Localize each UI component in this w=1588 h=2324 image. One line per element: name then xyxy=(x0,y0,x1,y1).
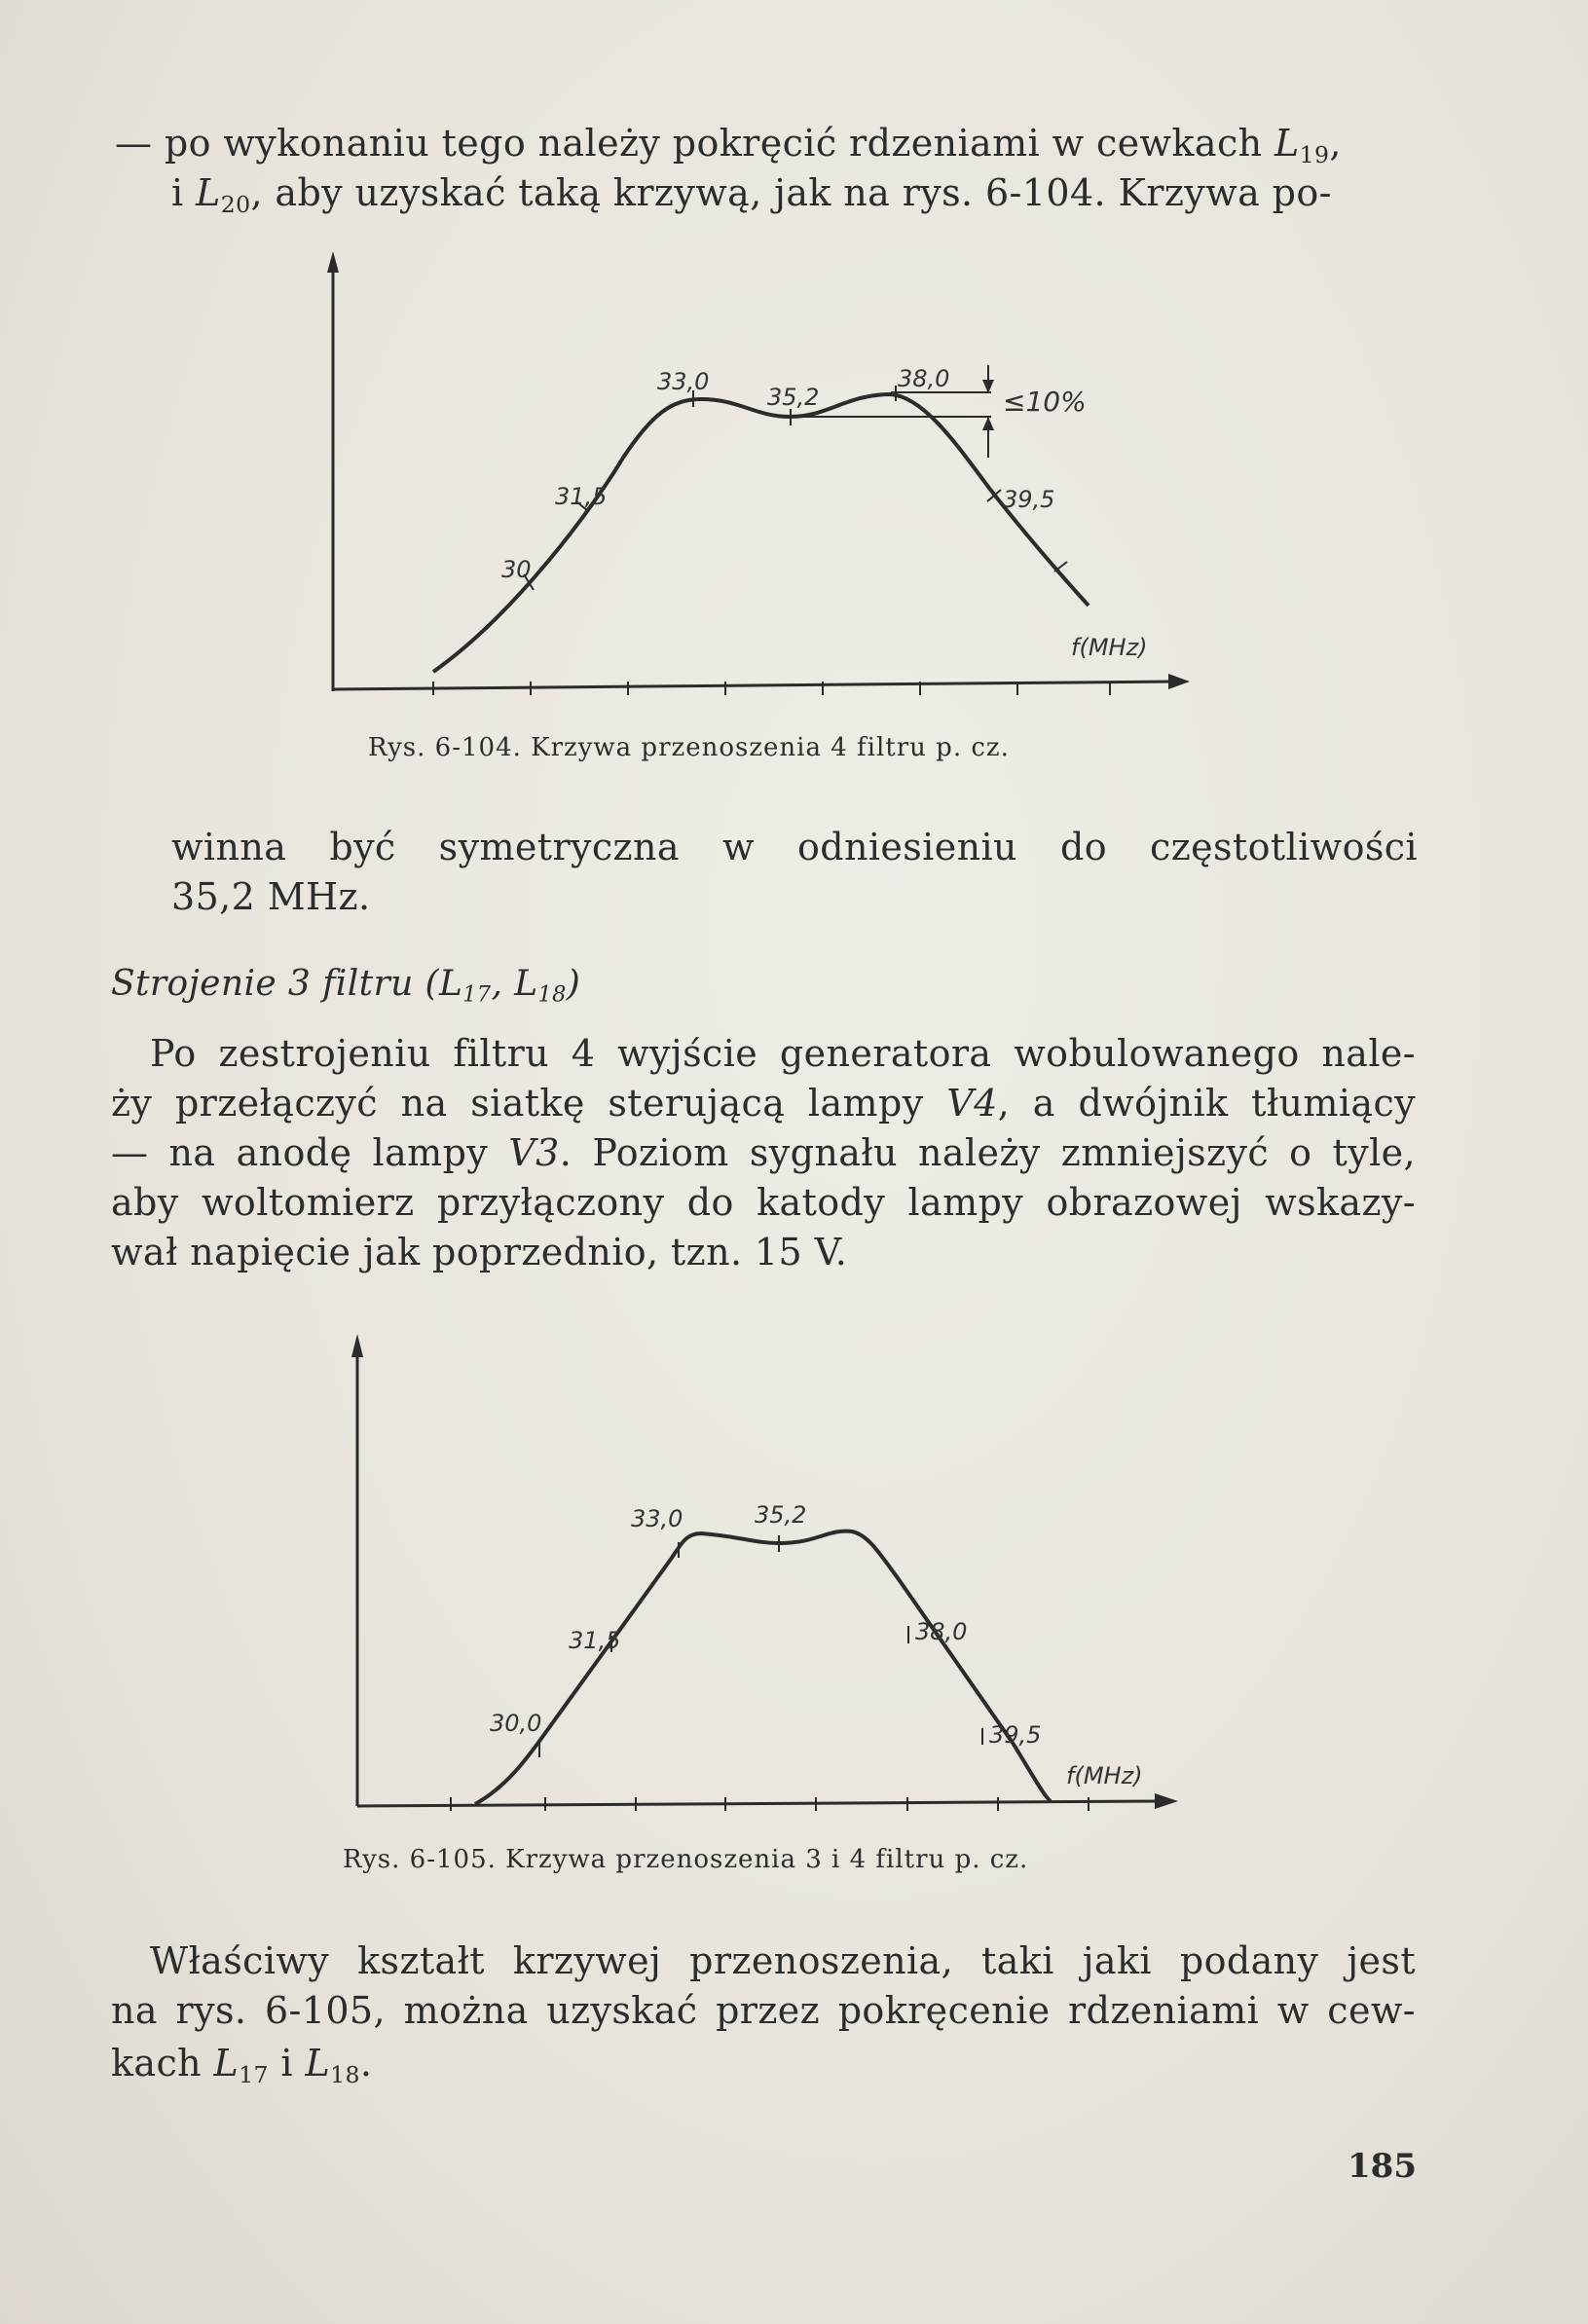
response-curve xyxy=(475,1531,1052,1804)
point-label-39-5: 39,5 xyxy=(1003,486,1055,513)
paragraph-3-line-1: Po zestrojeniu filtru 4 wyjście generatora wobulowanego nale- xyxy=(150,1032,1416,1075)
symbol: L xyxy=(196,171,221,214)
text-run: , xyxy=(491,964,515,1004)
paragraph-3-line-4: aby woltomierz przyłączony do katody lampy obrazowej wskazy- xyxy=(111,1181,1416,1224)
point-label-39-5: 39,5 xyxy=(989,1721,1042,1749)
text-run: , aby uzyskać taką krzywą, jak na rys. 6-104. Krzywa po- xyxy=(250,171,1332,214)
text-run: , xyxy=(1329,122,1342,165)
text-run: — po wykonaniu tego należy pokręcić rdzeniami w cewkach xyxy=(115,122,1274,165)
text-run: Strojenie 3 filtru ( xyxy=(111,964,439,1004)
paragraph-4-line-3 xyxy=(111,2040,372,2098)
subscript: 19 xyxy=(1299,141,1330,169)
subscript: 20 xyxy=(220,191,251,219)
x-axis-arrow-icon xyxy=(1155,1793,1178,1809)
paragraph-2-line-2: 35,2 MHz. xyxy=(171,875,371,918)
symbol: V4 xyxy=(946,1082,998,1125)
text-run: i xyxy=(268,2042,306,2084)
point-label-38-0: 38,0 xyxy=(898,365,950,392)
point-label-30: 30 xyxy=(501,556,532,583)
tolerance-label: ≤10% xyxy=(1003,386,1087,418)
paragraph-4-line-1: Właściwy kształt krzywej przenoszenia, taki jaki podany jest xyxy=(150,1939,1416,1982)
text-run: ży przełączyć na siatkę sterującą lampy xyxy=(111,1082,947,1125)
figure-6-104-caption: Rys. 6-104. Krzywa przenoszenia 4 filtru p. cz. xyxy=(368,733,1010,762)
symbol: L xyxy=(438,964,463,1004)
y-axis-arrow-icon xyxy=(351,1334,363,1357)
symbol: L xyxy=(1274,122,1300,165)
point-label-33-0: 33,0 xyxy=(631,1505,683,1532)
subscript: 17 xyxy=(239,2061,269,2089)
symbol: V3 xyxy=(508,1131,560,1174)
point-label-35-2: 35,2 xyxy=(755,1501,807,1529)
paragraph-2-line-1: winna być symetryczna w odniesieniu do częstotliwości xyxy=(171,826,1418,868)
x-axis-unit-label: f(MHz) xyxy=(1066,1762,1143,1789)
text-run: , a dwójnik tłumiący xyxy=(997,1082,1417,1125)
page-number: 185 xyxy=(1348,2147,1417,2186)
point-label-33-0: 33,0 xyxy=(657,368,710,395)
point-label-31-5: 31,5 xyxy=(569,1627,621,1654)
point-label-35-2: 35,2 xyxy=(767,384,820,411)
text-run: kach xyxy=(111,2042,214,2084)
point-label-30-0: 30,0 xyxy=(490,1710,542,1737)
symbol: L xyxy=(213,2042,240,2084)
text-run: . Poziom sygnału należy zmniejszyć o tyle, xyxy=(559,1131,1416,1174)
text-run: . xyxy=(359,2042,373,2084)
figure-6-105-caption: Rys. 6-105. Krzywa przenoszenia 3 i 4 filtru p. cz. xyxy=(343,1845,1029,1874)
text-run: ) xyxy=(566,964,581,1004)
x-axis-unit-label: f(MHz) xyxy=(1071,634,1148,661)
point-label-38-0: 38,0 xyxy=(915,1618,968,1645)
point-label-31-5: 31,5 xyxy=(555,483,608,510)
subscript: 17 xyxy=(462,981,492,1008)
paragraph-4-line-2: na rys. 6-105, można uzyskać przez pokręcenie rdzeniami w cew- xyxy=(111,1989,1416,2032)
text-run: — na anodę lampy xyxy=(111,1131,509,1174)
symbol: L xyxy=(305,2042,331,2084)
paragraph-3-line-5: wał napięcie jak poprzednio, tzn. 15 V. xyxy=(111,1231,848,1273)
subscript: 18 xyxy=(330,2061,360,2089)
symbol: L xyxy=(514,964,538,1004)
text-run: i xyxy=(171,171,197,214)
subscript: 18 xyxy=(537,981,567,1008)
